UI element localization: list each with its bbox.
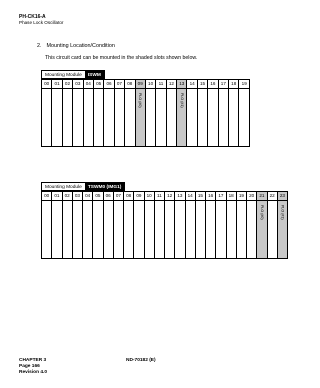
slot-number: 03 (72, 192, 82, 201)
slot-cell (52, 201, 62, 259)
slot-cell (125, 89, 135, 147)
slot-number: 14 (187, 80, 197, 89)
slot-cell (72, 201, 82, 259)
section-number: 2. (37, 43, 42, 49)
slot-number: 12 (166, 80, 176, 89)
slot-number: 06 (104, 80, 114, 89)
section-title: Mounting Location/Condition (46, 43, 115, 49)
slot-cell (175, 201, 185, 259)
slot-cell (206, 201, 216, 259)
slot-number: 22 (267, 192, 277, 201)
slot-number: 17 (216, 192, 226, 201)
slot-number: 11 (156, 80, 166, 89)
module1-slot-table (41, 79, 250, 147)
slot-number: 02 (62, 80, 72, 89)
slot-number: 02 (62, 192, 72, 201)
section-heading (37, 43, 115, 50)
slot-cell-shaded (257, 201, 267, 259)
slot-number: 01 (52, 192, 62, 201)
slot-number: 15 (197, 80, 207, 89)
module2-slot-table (41, 191, 288, 259)
section-description: This circuit card can be mounted in the shaded slots shown below. (45, 55, 198, 61)
slot-number: 15 (195, 192, 205, 201)
slot-number: 08 (124, 192, 134, 201)
slot-number: 19 (239, 80, 250, 89)
slot-number: 18 (226, 192, 236, 201)
footer-page: Page 166 (19, 364, 40, 369)
slot-card-label: PLO (#1) (280, 205, 285, 220)
slot-cell (83, 201, 93, 259)
slot-number: 09 (135, 80, 145, 89)
slot-cell (93, 89, 103, 147)
slot-cell (185, 201, 195, 259)
slot-cell (145, 89, 155, 147)
slot-cell (73, 89, 83, 147)
slot-cell (195, 201, 205, 259)
slot-cell (83, 89, 93, 147)
slot-card-label: PLO (#0) (259, 205, 264, 220)
slot-cell (165, 201, 175, 259)
slot-number: 00 (42, 192, 52, 201)
slot-cell (104, 89, 114, 147)
slot-cell-shaded (135, 89, 145, 147)
slot-cell (218, 89, 228, 147)
slot-number: 17 (218, 80, 228, 89)
footer-doc-number: ND-70182 (E) (126, 358, 156, 363)
slot-cell (187, 89, 197, 147)
slot-number: 10 (144, 192, 154, 201)
module1-value: ISWM (85, 71, 104, 78)
slot-number: 10 (145, 80, 155, 89)
slot-cell (166, 89, 176, 147)
slot-number: 16 (206, 192, 216, 201)
footer-chapter: CHAPTER 3 (19, 358, 47, 363)
slot-cell (144, 201, 154, 259)
slot-number: 07 (114, 80, 124, 89)
slot-cell (239, 89, 250, 147)
slot-number: 01 (52, 80, 62, 89)
slot-cell (114, 89, 124, 147)
document-subtitle: Phase Lock Oscillator (19, 20, 64, 25)
slot-number: 13 (177, 80, 187, 89)
module1-label: Mounting Module (42, 71, 85, 78)
slot-number: 07 (113, 192, 123, 201)
slot-cell (154, 201, 164, 259)
slot-card-label: PLO (#1) (179, 93, 184, 108)
slot-cell (267, 201, 277, 259)
slot-cell (93, 201, 103, 259)
slot-cell-shaded (277, 201, 287, 259)
module1-label-box (41, 70, 105, 79)
slot-cell (124, 201, 134, 259)
slot-number: 12 (165, 192, 175, 201)
slot-cell (229, 89, 239, 147)
slot-cell (247, 201, 257, 259)
slot-number: 09 (134, 192, 144, 201)
slot-cell (197, 89, 207, 147)
slot-cell (113, 201, 123, 259)
module2-label: Mounting Module (42, 183, 85, 190)
slot-card-label: PLO (#0) (138, 93, 143, 108)
slot-cell (226, 201, 236, 259)
slot-number: 14 (185, 192, 195, 201)
slot-cell (103, 201, 113, 259)
slot-number: 05 (93, 80, 103, 89)
slot-number: 16 (208, 80, 218, 89)
slot-cell (42, 201, 52, 259)
document-title: PH-CK16-A (19, 14, 46, 20)
module2-label-box (41, 182, 125, 191)
footer-revision: Revision 4.0 (19, 370, 47, 375)
slot-number: 21 (257, 192, 267, 201)
slot-number: 13 (175, 192, 185, 201)
slot-number: 04 (83, 80, 93, 89)
slot-cell (216, 201, 226, 259)
slot-number: 04 (83, 192, 93, 201)
slot-cell (208, 89, 218, 147)
slot-number: 18 (229, 80, 239, 89)
slot-cell (156, 89, 166, 147)
slot-cell (236, 201, 246, 259)
slot-number: 08 (125, 80, 135, 89)
slot-number: 11 (154, 192, 164, 201)
slot-number: 23 (277, 192, 287, 201)
slot-cell (134, 201, 144, 259)
slot-number: 19 (236, 192, 246, 201)
slot-number: 03 (73, 80, 83, 89)
slot-number: 00 (42, 80, 52, 89)
module2-value: TSWM0 (IMG1) (85, 183, 125, 190)
slot-cell (42, 89, 52, 147)
slot-number: 20 (247, 192, 257, 201)
slot-cell (62, 201, 72, 259)
slot-cell-shaded (177, 89, 187, 147)
slot-cell (52, 89, 62, 147)
slot-cell (62, 89, 72, 147)
slot-number: 06 (103, 192, 113, 201)
slot-number: 05 (93, 192, 103, 201)
